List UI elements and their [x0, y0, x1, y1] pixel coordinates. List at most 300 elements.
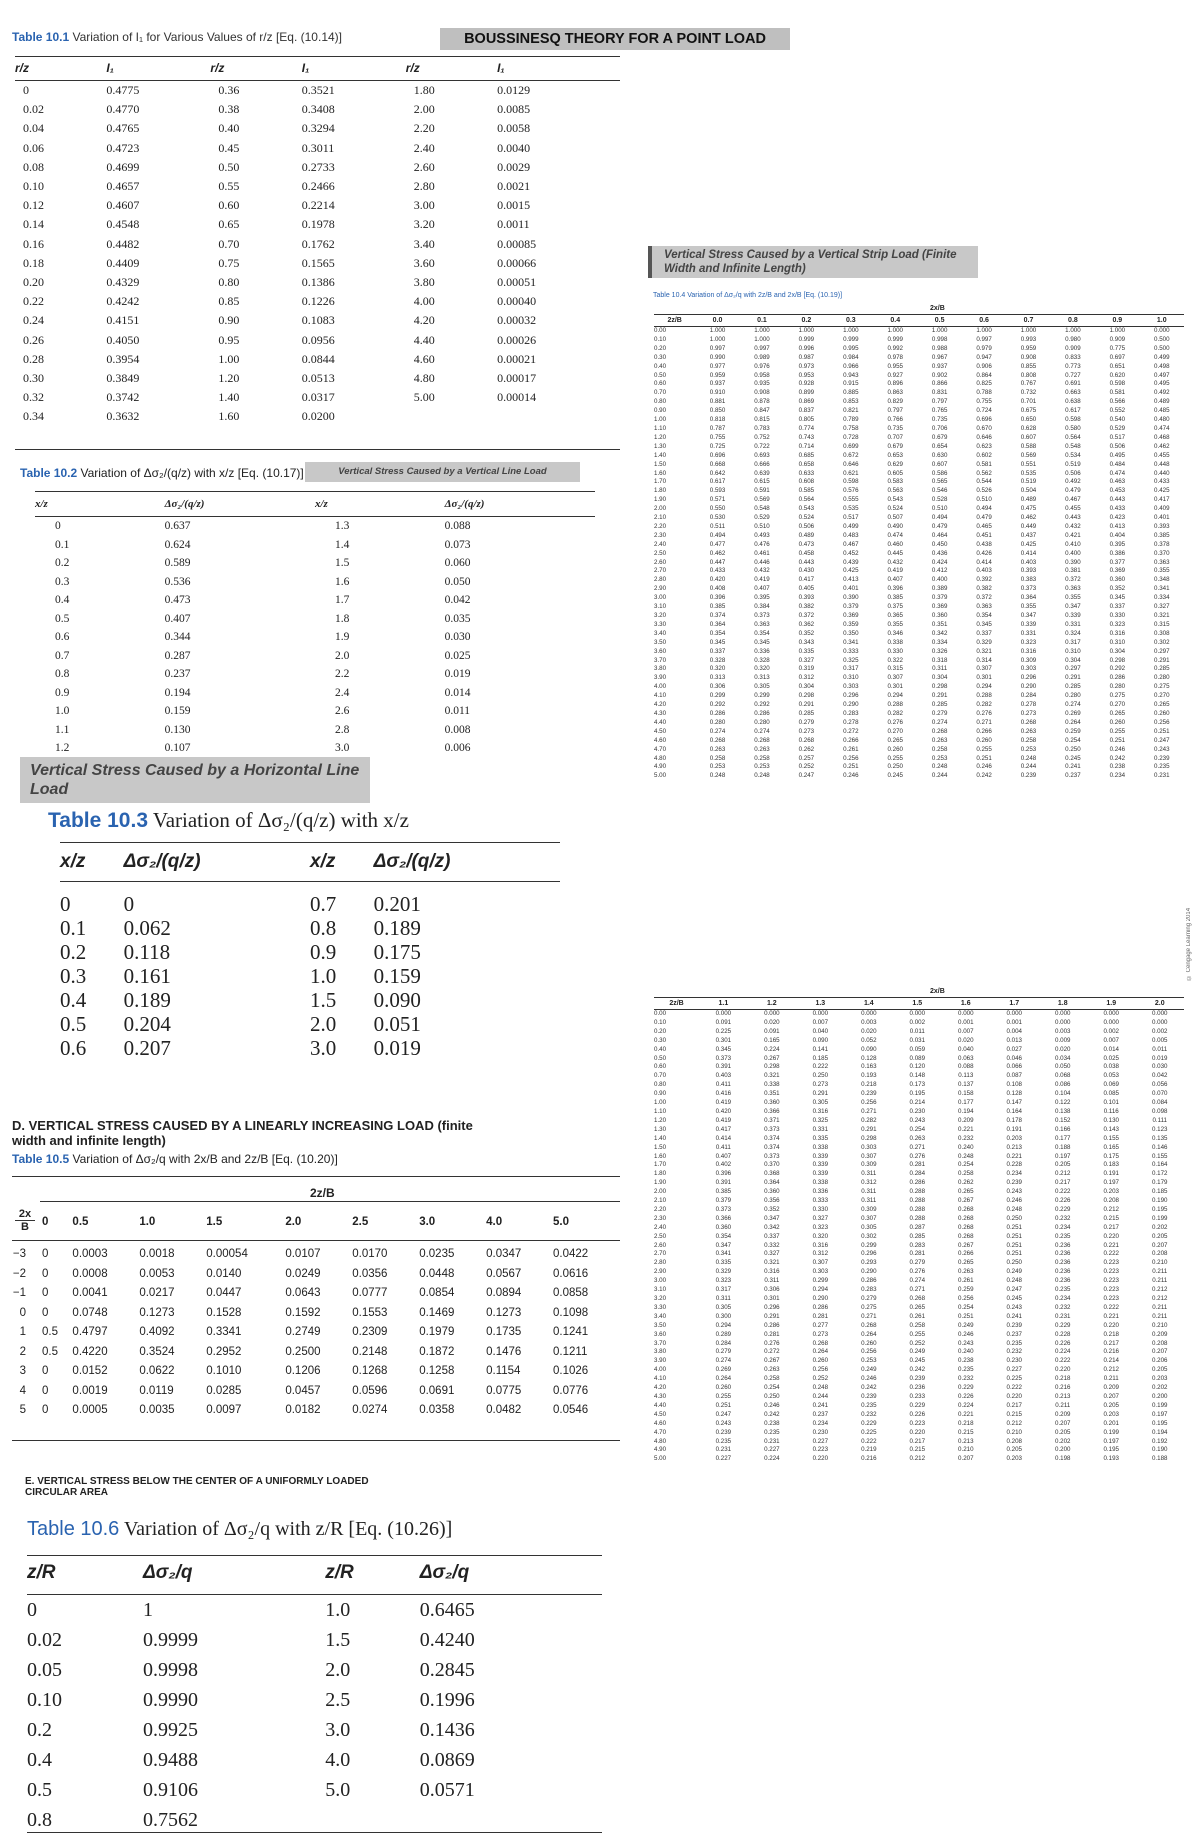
table-cell: 0.355 — [1154, 567, 1170, 575]
table-cell: 0.707 — [887, 433, 903, 441]
table-row — [654, 576, 1184, 585]
corner-bottom: B — [15, 1220, 35, 1233]
table-cell: 0.419 — [754, 576, 770, 584]
table-cell: 0.12 — [23, 198, 44, 213]
table-cell: 0.237 — [164, 668, 191, 680]
table-cell: 0.146 — [1151, 1143, 1168, 1151]
table-cell: 0.50 — [218, 159, 240, 174]
table-cell: 0.588 — [1020, 442, 1037, 450]
table-cell: 0.254 — [958, 1161, 974, 1169]
table-cell: 0.675 — [1020, 407, 1037, 415]
table-cell: 2.70 — [654, 567, 667, 575]
table-cell: 0.902 — [931, 371, 948, 379]
table-cell: 0.333 — [812, 1197, 829, 1205]
table-cell: 0.3 — [60, 964, 87, 988]
table-cell: 0.164 — [1151, 1161, 1168, 1169]
table-row — [654, 585, 1184, 594]
table-cell: 0.249 — [909, 1348, 926, 1356]
table-cell: 0.863 — [887, 389, 903, 397]
table-cell: 0.285 — [931, 701, 948, 709]
table-cell: 0.354 — [715, 1232, 732, 1240]
table-cell: 1.000 — [976, 327, 992, 334]
table-row — [654, 594, 1184, 603]
table-cell: 0.268 — [958, 1232, 974, 1240]
table-cell: 0.354 — [976, 612, 992, 619]
table-cell: 0.0869 — [419, 1749, 475, 1771]
table-cell: 0.316 — [1020, 647, 1037, 655]
table-cell: 0.152 — [1055, 1116, 1071, 1124]
table-cell: 0.00014 — [497, 390, 537, 405]
table-cell: 0.55 — [218, 179, 240, 194]
table-cell: 0.4723 — [106, 140, 140, 155]
table-row — [12, 1323, 620, 1343]
table-cell: 0.283 — [843, 709, 859, 717]
table-cell: 0.365 — [887, 612, 903, 619]
table-cell: 0.241 — [812, 1401, 829, 1409]
table-cell: −2 — [12, 1267, 26, 1280]
column-header: 0.9 — [1095, 315, 1139, 327]
table-cell: 0.1 — [55, 538, 70, 551]
table-cell: 0.477 — [709, 540, 726, 548]
table-cell: 0.990 — [709, 353, 726, 361]
table-cell: 0.203 — [1006, 1134, 1022, 1142]
table-cell: 0 — [42, 1248, 49, 1260]
table-cell: 0.1762 — [301, 236, 335, 251]
table-cell: 0.413 — [843, 576, 859, 584]
table-cell: 0.221 — [958, 1125, 974, 1133]
table-cell: 0.304 — [931, 674, 948, 682]
table-row — [60, 964, 560, 988]
table-cell: 0.653 — [887, 451, 903, 459]
table-cell: 0.220 — [909, 1428, 926, 1436]
table-cell: 0.359 — [843, 620, 859, 628]
table-cell: 0.765 — [931, 407, 948, 415]
table-cell: 0.256 — [843, 754, 859, 762]
table-cell: 0.65 — [218, 217, 240, 232]
table-cell: 3.20 — [654, 1295, 667, 1302]
table-cell: 4.40 — [413, 332, 435, 347]
table-cell: 0.310 — [843, 674, 859, 682]
table-cell: 0.363 — [754, 620, 770, 628]
table-cell: 0.02 — [27, 1629, 62, 1651]
table-cell: 0.288 — [909, 1188, 926, 1196]
table-cell: 0.211 — [1152, 1303, 1168, 1311]
table-cell: 0.670 — [976, 424, 992, 432]
table-cell: 0.286 — [764, 1321, 780, 1329]
table-cell: 0.227 — [812, 1437, 829, 1445]
table-cell: 0.666 — [754, 460, 770, 468]
table-cell: 0.258 — [931, 745, 948, 753]
table-10-4-group-header-b: 2x/B — [930, 988, 945, 995]
table-row — [654, 407, 1184, 416]
table-cell: 0.1872 — [419, 1345, 455, 1358]
table-row — [654, 1108, 1184, 1117]
column-header: 0.5 — [72, 1206, 139, 1241]
table-cell: 0.658 — [798, 460, 815, 468]
table-cell: 0.197 — [1151, 1410, 1168, 1418]
table-cell: 0.284 — [1020, 692, 1037, 700]
table-cell: 0.32 — [23, 390, 44, 405]
table-cell: 0.350 — [843, 629, 859, 637]
table-cell: 0.107 — [164, 742, 191, 754]
table-cell: 0.0005 — [72, 1404, 108, 1416]
table-cell: 0.223 — [909, 1419, 926, 1427]
table-cell: 0.235 — [1154, 763, 1170, 771]
table-cell: 0.0129 — [497, 83, 531, 97]
table-cell: 0.190 — [1151, 1446, 1168, 1454]
table-cell: 0.0152 — [72, 1365, 108, 1377]
table-cell: 0.0777 — [352, 1287, 388, 1299]
table-cell: 0.426 — [976, 549, 992, 557]
table-cell: 0.273 — [812, 1330, 829, 1338]
table-cell: 0.212 — [1151, 1286, 1168, 1294]
table-cell: 0.194 — [164, 686, 191, 699]
table-cell: 0.215 — [1103, 1214, 1119, 1222]
table-cell: 0.05 — [27, 1659, 62, 1681]
table-cell: 0.123 — [1151, 1125, 1168, 1133]
table-cell: 0.251 — [976, 754, 992, 762]
table-cell: 0.291 — [812, 1090, 829, 1098]
table-cell: 0.230 — [1006, 1357, 1022, 1365]
table-cell: 0.767 — [1020, 380, 1037, 388]
table-cell: 0.404 — [1109, 531, 1126, 539]
table-cell: 1.30 — [654, 442, 667, 450]
table-cell: 0.517 — [843, 514, 859, 522]
table-cell: 0.209 — [1055, 1410, 1071, 1418]
table-cell: 3.50 — [654, 638, 667, 646]
table-cell: 0.311 — [715, 1295, 731, 1302]
table-cell: 0.175 — [1103, 1152, 1119, 1160]
table-cell: 0.217 — [1006, 1401, 1022, 1409]
table-cell: 0.066 — [1006, 1063, 1022, 1071]
table-cell: 0.231 — [1055, 1312, 1071, 1320]
table-cell: 0.261 — [958, 1277, 974, 1285]
table-cell: 0.286 — [1109, 674, 1126, 682]
table-cell: 0.997 — [976, 335, 992, 343]
table-cell: 0.00066 — [497, 255, 537, 270]
table-cell: 0.375 — [887, 603, 903, 611]
table-cell: 0.223 — [1103, 1268, 1119, 1276]
table-cell: 0.4240 — [419, 1629, 475, 1651]
table-cell: 0.583 — [887, 478, 903, 486]
table-cell: 0.259 — [958, 1286, 974, 1294]
table-cell: 0.461 — [754, 549, 770, 557]
column-header: 1.7 — [990, 998, 1038, 1010]
table-cell: 2.20 — [654, 522, 667, 530]
table-cell: 0.563 — [887, 487, 903, 495]
table-row — [654, 1072, 1184, 1081]
table-cell: 0.2749 — [285, 1326, 321, 1338]
table-cell: 0.205 — [1103, 1401, 1119, 1409]
table-cell: 0.896 — [887, 380, 903, 388]
table-cell: 0.239 — [1154, 754, 1170, 762]
table-row — [654, 1402, 1184, 1411]
table-cell: 0.274 — [931, 718, 948, 726]
table-cell: 0.268 — [909, 1295, 926, 1302]
table-cell: 0.104 — [1055, 1090, 1071, 1098]
table-cell: 0.291 — [931, 692, 948, 700]
table-cell: 0.085 — [1103, 1090, 1119, 1098]
table-cell: 0.0053 — [139, 1267, 175, 1280]
table-cell: 0.205 — [1151, 1232, 1168, 1240]
table-cell: 0.621 — [843, 469, 859, 477]
table-cell: 0.2214 — [301, 198, 335, 213]
table-cell: 0.222 — [1055, 1357, 1071, 1365]
column-header: 2.0 — [1135, 998, 1184, 1010]
table-cell: 0.239 — [1006, 1321, 1022, 1329]
table-row — [654, 1215, 1184, 1224]
table-cell: 0.0015 — [497, 198, 531, 213]
table-row — [654, 1420, 1184, 1429]
table-cell: 0.915 — [843, 380, 859, 388]
table-cell: 0.788 — [976, 389, 992, 397]
table-cell: 0.192 — [1151, 1437, 1168, 1445]
table-cell: 0.693 — [754, 451, 770, 459]
table-cell: 0.4242 — [106, 294, 140, 309]
table-cell: 0.216 — [1055, 1384, 1071, 1392]
table-cell: 0.255 — [887, 754, 903, 762]
table-cell: 0.084 — [1151, 1099, 1168, 1107]
table-cell: 0.193 — [1103, 1455, 1119, 1463]
table-cell: 0.752 — [754, 433, 770, 441]
table-row — [654, 665, 1184, 674]
table-cell: 4.20 — [654, 1384, 667, 1392]
table-cell: 0.218 — [861, 1081, 877, 1089]
table-cell: 0.571 — [709, 496, 726, 504]
table-cell: 0.758 — [843, 424, 859, 432]
table-cell: 0.217 — [1103, 1223, 1119, 1231]
table-cell: 0.979 — [976, 344, 992, 352]
table-cell: 0.063 — [958, 1054, 974, 1062]
table-row — [654, 648, 1184, 657]
table-cell: 0.201 — [1103, 1419, 1119, 1427]
table-cell: 0.265 — [1109, 709, 1126, 717]
table-row — [15, 388, 620, 407]
table-cell: 0.529 — [1109, 424, 1126, 432]
table-cell: 0.605 — [887, 469, 903, 477]
table-cell: 0.1528 — [206, 1306, 242, 1319]
table-cell: 0.271 — [861, 1312, 877, 1320]
table-cell: 0.087 — [1006, 1072, 1022, 1080]
table-cell: 0.0844 — [301, 351, 335, 366]
table-cell: 0.474 — [887, 531, 903, 539]
table-cell: 0.042 — [444, 594, 471, 606]
table-cell: 0.724 — [976, 407, 992, 415]
table-cell: 0.821 — [843, 407, 859, 415]
column-header: I₁ — [497, 57, 620, 81]
table-cell: 0.263 — [1020, 727, 1037, 735]
table-cell: 0.256 — [861, 1099, 877, 1107]
table-cell: 0.246 — [1006, 1197, 1022, 1205]
table-cell: 1.70 — [654, 1161, 667, 1169]
table-cell: 0.403 — [1020, 558, 1037, 566]
table-cell: 0.256 — [1154, 718, 1170, 726]
table-cell: 0.352 — [798, 629, 815, 637]
table-cell: 0.833 — [1065, 353, 1081, 361]
table-cell: 0.696 — [709, 451, 726, 459]
table-cell: 4.10 — [654, 1375, 667, 1383]
table-cell: 0.4775 — [106, 83, 140, 97]
table-cell: 0.260 — [715, 1384, 732, 1392]
table-cell: 0.526 — [976, 487, 992, 495]
table-cell: 3.60 — [654, 647, 667, 655]
table-cell: 0.242 — [1109, 754, 1126, 762]
table-row — [654, 1099, 1184, 1108]
table-cell: 0.299 — [754, 692, 770, 700]
table-cell: 0.629 — [887, 460, 903, 468]
table-10-1 — [15, 56, 620, 427]
table-cell: 0.286 — [812, 1303, 829, 1311]
table-cell: 0.1083 — [301, 313, 335, 328]
table-cell: 0.089 — [909, 1054, 926, 1062]
table-cell: 0.159 — [164, 705, 191, 717]
table-cell: 0.0040 — [497, 140, 531, 155]
table-cell: 3.80 — [654, 665, 667, 673]
table-cell: 0.90 — [654, 1090, 667, 1098]
table-cell: 0.210 — [958, 1446, 974, 1454]
table-cell: 0.271 — [861, 1107, 877, 1115]
table-cell: 0.246 — [976, 763, 992, 771]
table-cell: 0.260 — [861, 1339, 877, 1347]
table-cell: 0.244 — [931, 772, 948, 780]
table-row — [12, 1265, 620, 1285]
table-cell: 0.492 — [1065, 478, 1081, 486]
table-cell: 0.633 — [798, 469, 815, 477]
table-cell: 0.290 — [812, 1295, 829, 1302]
table-cell: 0.998 — [931, 335, 948, 343]
table-cell: 0.218 — [958, 1419, 974, 1427]
table-cell: 1.000 — [1020, 327, 1037, 334]
table-cell: 0.000 — [909, 1010, 926, 1017]
table-cell: 0.213 — [1055, 1392, 1071, 1400]
table-cell: 0.479 — [1065, 487, 1081, 495]
table-cell: 0.207 — [1103, 1392, 1119, 1400]
table-cell: 0.225 — [715, 1027, 732, 1035]
table-row — [654, 1224, 1184, 1233]
table-cell: 0.24 — [23, 313, 44, 328]
table-cell: 0.480 — [1154, 416, 1170, 424]
table-cell: 0.330 — [812, 1205, 829, 1213]
table-row — [654, 1277, 1184, 1286]
table-cell: 0.215 — [909, 1446, 926, 1454]
table-cell: 0.332 — [764, 1241, 780, 1249]
column-header: 0.1 — [740, 315, 784, 327]
table-cell: 0.250 — [1006, 1259, 1022, 1267]
table-cell: 0.02 — [23, 102, 44, 117]
table-cell: 4.30 — [654, 709, 667, 717]
table-cell: 0.443 — [1109, 496, 1126, 504]
table-cell: 1.10 — [654, 424, 667, 432]
table-row — [654, 1411, 1184, 1420]
table-cell: 0.967 — [931, 353, 948, 361]
table-cell: 0.318 — [931, 656, 948, 664]
table-cell: 3.20 — [654, 612, 667, 619]
table-cell: 0.292 — [1109, 665, 1126, 673]
table-cell: 0.714 — [798, 442, 815, 450]
table-cell: 0 — [19, 1306, 26, 1319]
table-cell: 0.494 — [976, 505, 992, 513]
table-cell: 0.255 — [976, 745, 992, 753]
table-cell: 1.6 — [334, 575, 350, 588]
table-cell: 0.937 — [709, 380, 726, 388]
table-cell: 0.504 — [1020, 487, 1037, 495]
table-cell: 0.238 — [1109, 763, 1126, 771]
table-cell: 0.20 — [654, 344, 667, 352]
table-cell: 0.251 — [958, 1312, 974, 1320]
table-cell: 0.242 — [909, 1366, 926, 1374]
table-cell: 0.9998 — [142, 1659, 198, 1681]
table-cell: 0.313 — [709, 674, 726, 682]
table-row — [15, 100, 620, 119]
table-cell: 0.298 — [764, 1063, 780, 1071]
table-cell: 0.987 — [798, 353, 815, 361]
table-cell: 0.262 — [798, 745, 815, 753]
table-cell: 0.624 — [164, 538, 191, 551]
table-cell: 0.421 — [1065, 531, 1081, 539]
table-cell: 0.0643 — [285, 1287, 321, 1299]
table-cell: 0.00026 — [497, 332, 537, 347]
table-cell: 0.224 — [764, 1455, 780, 1463]
table-cell: 0.385 — [887, 594, 903, 602]
table-row — [60, 916, 560, 940]
table-cell: 0.223 — [1103, 1286, 1119, 1294]
table-row — [654, 505, 1184, 514]
table-cell: 0.273 — [812, 1081, 829, 1089]
table-cell: 0.0140 — [206, 1267, 242, 1280]
table-cell: 0.286 — [861, 1277, 877, 1285]
table-cell: 0.08 — [23, 159, 44, 174]
table-cell: 4.60 — [654, 736, 667, 744]
table-cell: −3 — [12, 1248, 26, 1260]
table-cell: 0.400 — [1065, 549, 1081, 557]
table-row — [654, 514, 1184, 523]
table-cell: 0.586 — [931, 469, 948, 477]
table-cell: 0.499 — [1154, 353, 1170, 361]
table-cell: 0.203 — [1103, 1188, 1119, 1196]
table-cell: 0.001 — [1006, 1018, 1022, 1026]
table-cell: 0.973 — [798, 362, 815, 370]
table-cell: 0.0358 — [419, 1404, 455, 1416]
table-cell: 0.10 — [27, 1689, 62, 1711]
table-cell: 0.00 — [654, 327, 667, 334]
table-cell: 0.175 — [373, 940, 421, 964]
table-cell: 0.108 — [1006, 1081, 1022, 1089]
table-cell: 0.2500 — [285, 1345, 321, 1358]
table-cell: 0 — [42, 1287, 49, 1299]
table-cell: 0.000 — [1055, 1018, 1071, 1026]
table-cell: 0.344 — [164, 631, 191, 643]
table-cell: 0.317 — [1065, 638, 1081, 646]
table-cell: 0.1211 — [553, 1345, 588, 1358]
table-cell: 0.4607 — [106, 198, 140, 213]
table-cell: 1.40 — [654, 1134, 667, 1142]
table-cell: 0.446 — [754, 558, 770, 566]
table-cell: 0.216 — [861, 1455, 877, 1463]
table-cell: 0.462 — [709, 549, 726, 557]
table-cell: 0.283 — [909, 1241, 926, 1249]
table-cell: 4 — [19, 1384, 26, 1397]
table-cell: 0.371 — [764, 1116, 780, 1124]
table-cell: 0.249 — [958, 1321, 974, 1329]
table-cell: 0.465 — [976, 522, 992, 530]
table-cell: 0.992 — [887, 344, 903, 352]
table-row — [35, 554, 595, 573]
table-cell: 0.1436 — [419, 1719, 475, 1741]
table-row — [654, 363, 1184, 372]
table-cell: 0.232 — [1006, 1348, 1022, 1356]
table-10-2-title: Variation of Δσ₂/(q/z) with x/z [Eq. (10.17)] — [80, 466, 304, 480]
table-cell: 0.330 — [1109, 612, 1126, 619]
